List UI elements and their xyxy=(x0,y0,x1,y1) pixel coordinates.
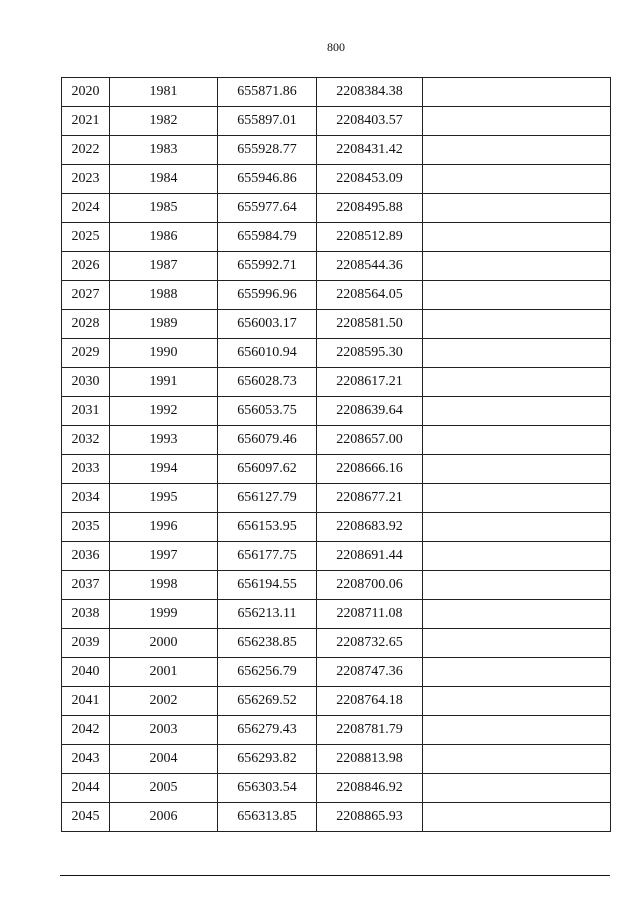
row-index-cell: 2044 xyxy=(62,774,110,803)
blank-cell xyxy=(423,310,611,339)
row-index-cell: 2039 xyxy=(62,629,110,658)
table-row xyxy=(62,223,611,252)
x-coordinate-cell: 655928.77 xyxy=(218,136,317,165)
table-row xyxy=(62,194,611,223)
table-row xyxy=(62,513,611,542)
blank-cell xyxy=(423,542,611,571)
table-row xyxy=(62,339,611,368)
blank-cell xyxy=(423,368,611,397)
blank-cell xyxy=(423,600,611,629)
year-cell: 1994 xyxy=(110,455,218,484)
blank-cell xyxy=(423,223,611,252)
blank-cell xyxy=(423,774,611,803)
year-cell: 1984 xyxy=(110,165,218,194)
row-index-cell: 2029 xyxy=(62,339,110,368)
table-row xyxy=(62,571,611,600)
row-index-cell: 2045 xyxy=(62,803,110,832)
table-row xyxy=(62,687,611,716)
blank-cell xyxy=(423,484,611,513)
y-coordinate-cell: 2208700.06 xyxy=(317,571,423,600)
table-row xyxy=(62,78,611,107)
year-cell: 1999 xyxy=(110,600,218,629)
row-index-cell: 2022 xyxy=(62,136,110,165)
blank-cell xyxy=(423,339,611,368)
x-coordinate-cell: 655992.71 xyxy=(218,252,317,281)
x-coordinate-cell: 656303.54 xyxy=(218,774,317,803)
table-row xyxy=(62,629,611,658)
y-coordinate-cell: 2208764.18 xyxy=(317,687,423,716)
x-coordinate-cell: 656010.94 xyxy=(218,339,317,368)
x-coordinate-cell: 656003.17 xyxy=(218,310,317,339)
x-coordinate-cell: 656097.62 xyxy=(218,455,317,484)
x-coordinate-cell: 656127.79 xyxy=(218,484,317,513)
x-coordinate-cell: 656213.11 xyxy=(218,600,317,629)
x-coordinate-cell: 656177.75 xyxy=(218,542,317,571)
table-row xyxy=(62,745,611,774)
year-cell: 2004 xyxy=(110,745,218,774)
x-coordinate-cell: 655871.86 xyxy=(218,78,317,107)
coordinate-table xyxy=(61,77,611,832)
year-cell: 1981 xyxy=(110,78,218,107)
row-index-cell: 2037 xyxy=(62,571,110,600)
x-coordinate-cell: 656079.46 xyxy=(218,426,317,455)
row-index-cell: 2032 xyxy=(62,426,110,455)
y-coordinate-cell: 2208564.05 xyxy=(317,281,423,310)
x-coordinate-cell: 656053.75 xyxy=(218,397,317,426)
row-index-cell: 2043 xyxy=(62,745,110,774)
row-index-cell: 2033 xyxy=(62,455,110,484)
table-row xyxy=(62,136,611,165)
y-coordinate-cell: 2208595.30 xyxy=(317,339,423,368)
footer-rule xyxy=(60,875,610,876)
year-cell: 2003 xyxy=(110,716,218,745)
table-row xyxy=(62,658,611,687)
year-cell: 1990 xyxy=(110,339,218,368)
y-coordinate-cell: 2208865.93 xyxy=(317,803,423,832)
year-cell: 1987 xyxy=(110,252,218,281)
table-row xyxy=(62,455,611,484)
year-cell: 1995 xyxy=(110,484,218,513)
x-coordinate-cell: 655897.01 xyxy=(218,107,317,136)
blank-cell xyxy=(423,658,611,687)
y-coordinate-cell: 2208747.36 xyxy=(317,658,423,687)
y-coordinate-cell: 2208581.50 xyxy=(317,310,423,339)
row-index-cell: 2021 xyxy=(62,107,110,136)
y-coordinate-cell: 2208453.09 xyxy=(317,165,423,194)
blank-cell xyxy=(423,687,611,716)
table-row xyxy=(62,542,611,571)
x-coordinate-cell: 656313.85 xyxy=(218,803,317,832)
y-coordinate-cell: 2208495.88 xyxy=(317,194,423,223)
year-cell: 1988 xyxy=(110,281,218,310)
blank-cell xyxy=(423,107,611,136)
x-coordinate-cell: 655984.79 xyxy=(218,223,317,252)
x-coordinate-cell: 655996.96 xyxy=(218,281,317,310)
table-row xyxy=(62,310,611,339)
blank-cell xyxy=(423,136,611,165)
blank-cell xyxy=(423,571,611,600)
blank-cell xyxy=(423,165,611,194)
year-cell: 2000 xyxy=(110,629,218,658)
page-number: 800 xyxy=(327,40,345,54)
year-cell: 2005 xyxy=(110,774,218,803)
y-coordinate-cell: 2208666.16 xyxy=(317,455,423,484)
x-coordinate-cell: 656256.79 xyxy=(218,658,317,687)
table-row xyxy=(62,774,611,803)
x-coordinate-cell: 656194.55 xyxy=(218,571,317,600)
year-cell: 1986 xyxy=(110,223,218,252)
row-index-cell: 2038 xyxy=(62,600,110,629)
x-coordinate-cell: 655946.86 xyxy=(218,165,317,194)
table-row xyxy=(62,600,611,629)
x-coordinate-cell: 656279.43 xyxy=(218,716,317,745)
row-index-cell: 2020 xyxy=(62,78,110,107)
table-row xyxy=(62,484,611,513)
row-index-cell: 2027 xyxy=(62,281,110,310)
year-cell: 1989 xyxy=(110,310,218,339)
y-coordinate-cell: 2208617.21 xyxy=(317,368,423,397)
year-cell: 1993 xyxy=(110,426,218,455)
row-index-cell: 2042 xyxy=(62,716,110,745)
y-coordinate-cell: 2208544.36 xyxy=(317,252,423,281)
x-coordinate-cell: 656293.82 xyxy=(218,745,317,774)
blank-cell xyxy=(423,281,611,310)
blank-cell xyxy=(423,252,611,281)
row-index-cell: 2034 xyxy=(62,484,110,513)
table-row xyxy=(62,426,611,455)
blank-cell xyxy=(423,194,611,223)
row-index-cell: 2035 xyxy=(62,513,110,542)
table-row xyxy=(62,107,611,136)
y-coordinate-cell: 2208846.92 xyxy=(317,774,423,803)
table-row xyxy=(62,165,611,194)
row-index-cell: 2031 xyxy=(62,397,110,426)
year-cell: 2002 xyxy=(110,687,218,716)
x-coordinate-cell: 655977.64 xyxy=(218,194,317,223)
blank-cell xyxy=(423,78,611,107)
y-coordinate-cell: 2208657.00 xyxy=(317,426,423,455)
year-cell: 1991 xyxy=(110,368,218,397)
y-coordinate-cell: 2208403.57 xyxy=(317,107,423,136)
blank-cell xyxy=(423,716,611,745)
year-cell: 1983 xyxy=(110,136,218,165)
y-coordinate-cell: 2208781.79 xyxy=(317,716,423,745)
table-row xyxy=(62,368,611,397)
year-cell: 1982 xyxy=(110,107,218,136)
blank-cell xyxy=(423,629,611,658)
year-cell: 1998 xyxy=(110,571,218,600)
row-index-cell: 2030 xyxy=(62,368,110,397)
table-row xyxy=(62,803,611,832)
y-coordinate-cell: 2208677.21 xyxy=(317,484,423,513)
year-cell: 1997 xyxy=(110,542,218,571)
table-row xyxy=(62,281,611,310)
blank-cell xyxy=(423,455,611,484)
y-coordinate-cell: 2208639.64 xyxy=(317,397,423,426)
row-index-cell: 2024 xyxy=(62,194,110,223)
row-index-cell: 2028 xyxy=(62,310,110,339)
x-coordinate-cell: 656238.85 xyxy=(218,629,317,658)
y-coordinate-cell: 2208813.98 xyxy=(317,745,423,774)
row-index-cell: 2040 xyxy=(62,658,110,687)
y-coordinate-cell: 2208732.65 xyxy=(317,629,423,658)
table-row xyxy=(62,716,611,745)
year-cell: 1992 xyxy=(110,397,218,426)
row-index-cell: 2026 xyxy=(62,252,110,281)
y-coordinate-cell: 2208431.42 xyxy=(317,136,423,165)
blank-cell xyxy=(423,513,611,542)
blank-cell xyxy=(423,803,611,832)
year-cell: 2001 xyxy=(110,658,218,687)
blank-cell xyxy=(423,745,611,774)
x-coordinate-cell: 656269.52 xyxy=(218,687,317,716)
y-coordinate-cell: 2208512.89 xyxy=(317,223,423,252)
y-coordinate-cell: 2208711.08 xyxy=(317,600,423,629)
row-index-cell: 2023 xyxy=(62,165,110,194)
x-coordinate-cell: 656153.95 xyxy=(218,513,317,542)
row-index-cell: 2036 xyxy=(62,542,110,571)
y-coordinate-cell: 2208384.38 xyxy=(317,78,423,107)
blank-cell xyxy=(423,397,611,426)
blank-cell xyxy=(423,426,611,455)
y-coordinate-cell: 2208691.44 xyxy=(317,542,423,571)
year-cell: 1985 xyxy=(110,194,218,223)
table-body xyxy=(62,78,611,832)
year-cell: 2006 xyxy=(110,803,218,832)
table-row xyxy=(62,252,611,281)
row-index-cell: 2041 xyxy=(62,687,110,716)
year-cell: 1996 xyxy=(110,513,218,542)
y-coordinate-cell: 2208683.92 xyxy=(317,513,423,542)
table-row xyxy=(62,397,611,426)
x-coordinate-cell: 656028.73 xyxy=(218,368,317,397)
row-index-cell: 2025 xyxy=(62,223,110,252)
